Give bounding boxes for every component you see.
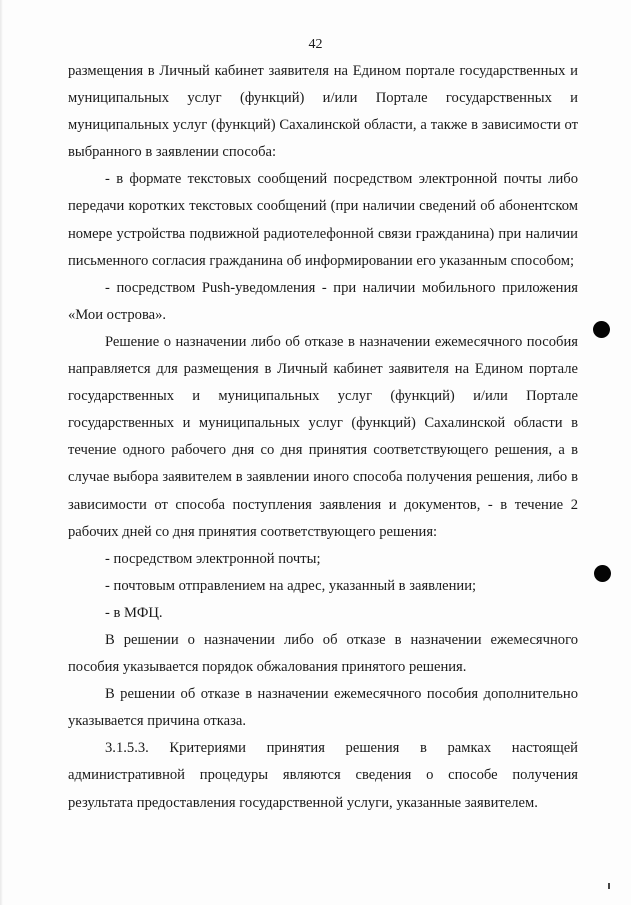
scan-speck [608, 883, 610, 889]
list-item-mfc: - в МФЦ. [105, 604, 163, 621]
list-item-post: - почтовым отправлением на адрес, указанный в заявлении; [105, 577, 477, 594]
punch-hole-bottom [594, 565, 611, 582]
document-body [68, 58, 578, 817]
paragraph-decision-criteria: 3.1.5.3. Критериями принятия решения в рамках настоящей административной процедуры являются сведения о способе получения результата предоставления государственной услуги, указанные заявителем. [68, 740, 578, 811]
scan-edge [0, 0, 3, 905]
paragraph-refusal-reason: В решении об отказе в назначении ежемесячного пособия дополнительно указывается причина отказа. [68, 686, 578, 730]
paragraph-delivery-methods-intro: размещения в Личный кабинет заявителя на Едином портале государственных и муниципальных услуг (функций) и/или Портале государственных и муниципальных услуг (функций) Сахалинской области, а также в зависимости от выбранного в заявлении способа: [68, 63, 578, 161]
paragraph-text-messages: - в формате текстовых сообщений посредством электронной почты либо передачи коротких текстовых сообщений (при наличии сведений об абонентском номере устройства подвижной радиотелефонной связи гражданина) при наличии письменного согласия гражданина об информировании его указанным способом; [68, 171, 578, 269]
paragraph-appeal-procedure: В решении о назначении либо об отказе в назначении ежемесячного пособия указывается порядок обжалования принятого решения. [68, 631, 578, 676]
paragraph-decision-delivery: Решение о назначении либо об отказе в назначении ежемесячного пособия направляется для размещения в Личный кабинет заявителя на Едином портале государственных и муниципальных услуг (функций) и/или Портале государственных и муниципальных услуг (функций) Сахалинской области в течение одного рабочего дня со дня принятия соответствующего решения, а в случае выбора заявителем в заявлении иного способа получения решения, либо в зависимости от способа поступления заявления и документов, - в течение 2 рабочих дней со дня принятия соответствующего решения: [68, 333, 578, 540]
page-number: 42 [308, 37, 323, 52]
punch-hole-top [593, 321, 610, 338]
list-item-email: - посредством электронной почты; [105, 550, 321, 567]
paragraph-push-notification: - посредством Push-уведомления - при наличии мобильного приложения «Мои острова». [68, 279, 578, 323]
